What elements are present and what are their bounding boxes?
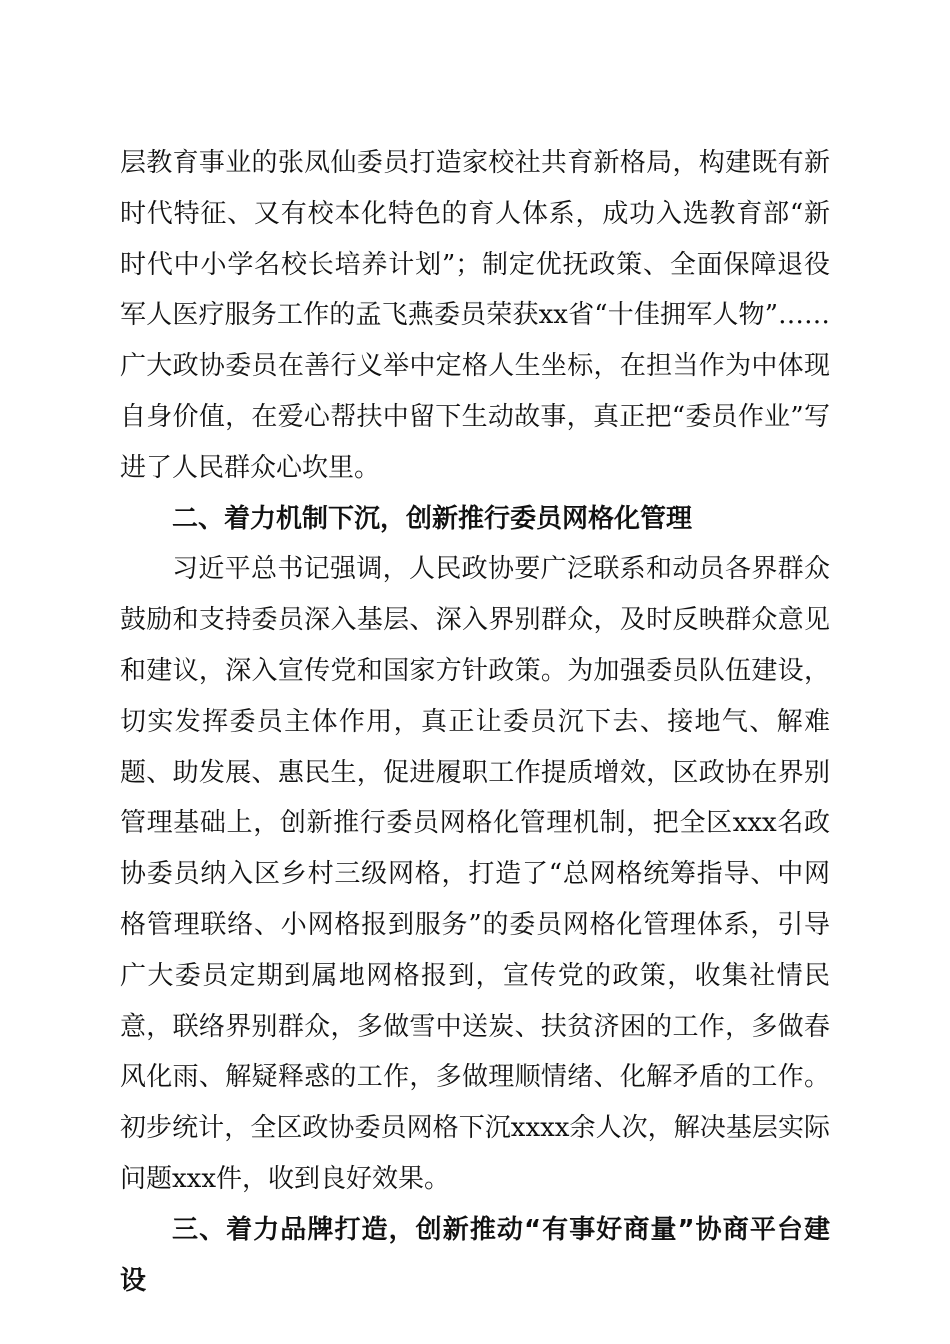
paragraph-section-2: 习近平总书记强调，人民政协要广泛联系和动员各界群众鼓励和支持委员深入基层、深入界别群众，及时反映群众意见和建议，深入宣传党和国家方针政策。为加强委员队伍建设，切实发挥委员主体作用，真正让委员沉下去、接地气、解难题、助发展、惠民生，促进履职工作提质增效，区政协在界别管理基础上，创新推行委员网格化管理机制，把全区xxx名政协委员纳入区乡村三级网格，打造了“总网格统筹指导、中网格管理联络、小网格报到服务”的委员网格化管理体系，引导广大委员定期到属地网格报到，宣传党的政策，收集社情民意，联络界别群众，多做雪中送炭、扶贫济困的工作，多做春风化雨、解疑释惑的工作，多做理顺情绪、化解矛盾的工作。初步统计，全区政协委员网格下沉xxxx余人次，解决基层实际问题xxx件，收到良好效果。 [120,554,830,1194]
document-body [120,138,830,1306]
section-heading-3: 三、着力品牌打造，创新推动“有事好商量”协商平台建设 [120,1214,830,1296]
section-heading-2: 二、着力机制下沉，创新推行委员网格化管理 [172,503,693,534]
paragraph-continued: 层教育事业的张凤仙委员打造家校社共育新格局，构建既有新时代特征、又有校本化特色的育人体系，成功入选教育部“新时代中小学名校长培养计划”；制定优抚政策、全面保障退役军人医疗服务工作的孟飞燕委员荣获xx省“十佳拥军人物”……广大政协委员在善行义举中定格人生坐标，在担当作为中体现自身价值，在爱心帮扶中留下生动故事，真正把“委员作业”写进了人民群众心坎里。 [120,148,830,483]
